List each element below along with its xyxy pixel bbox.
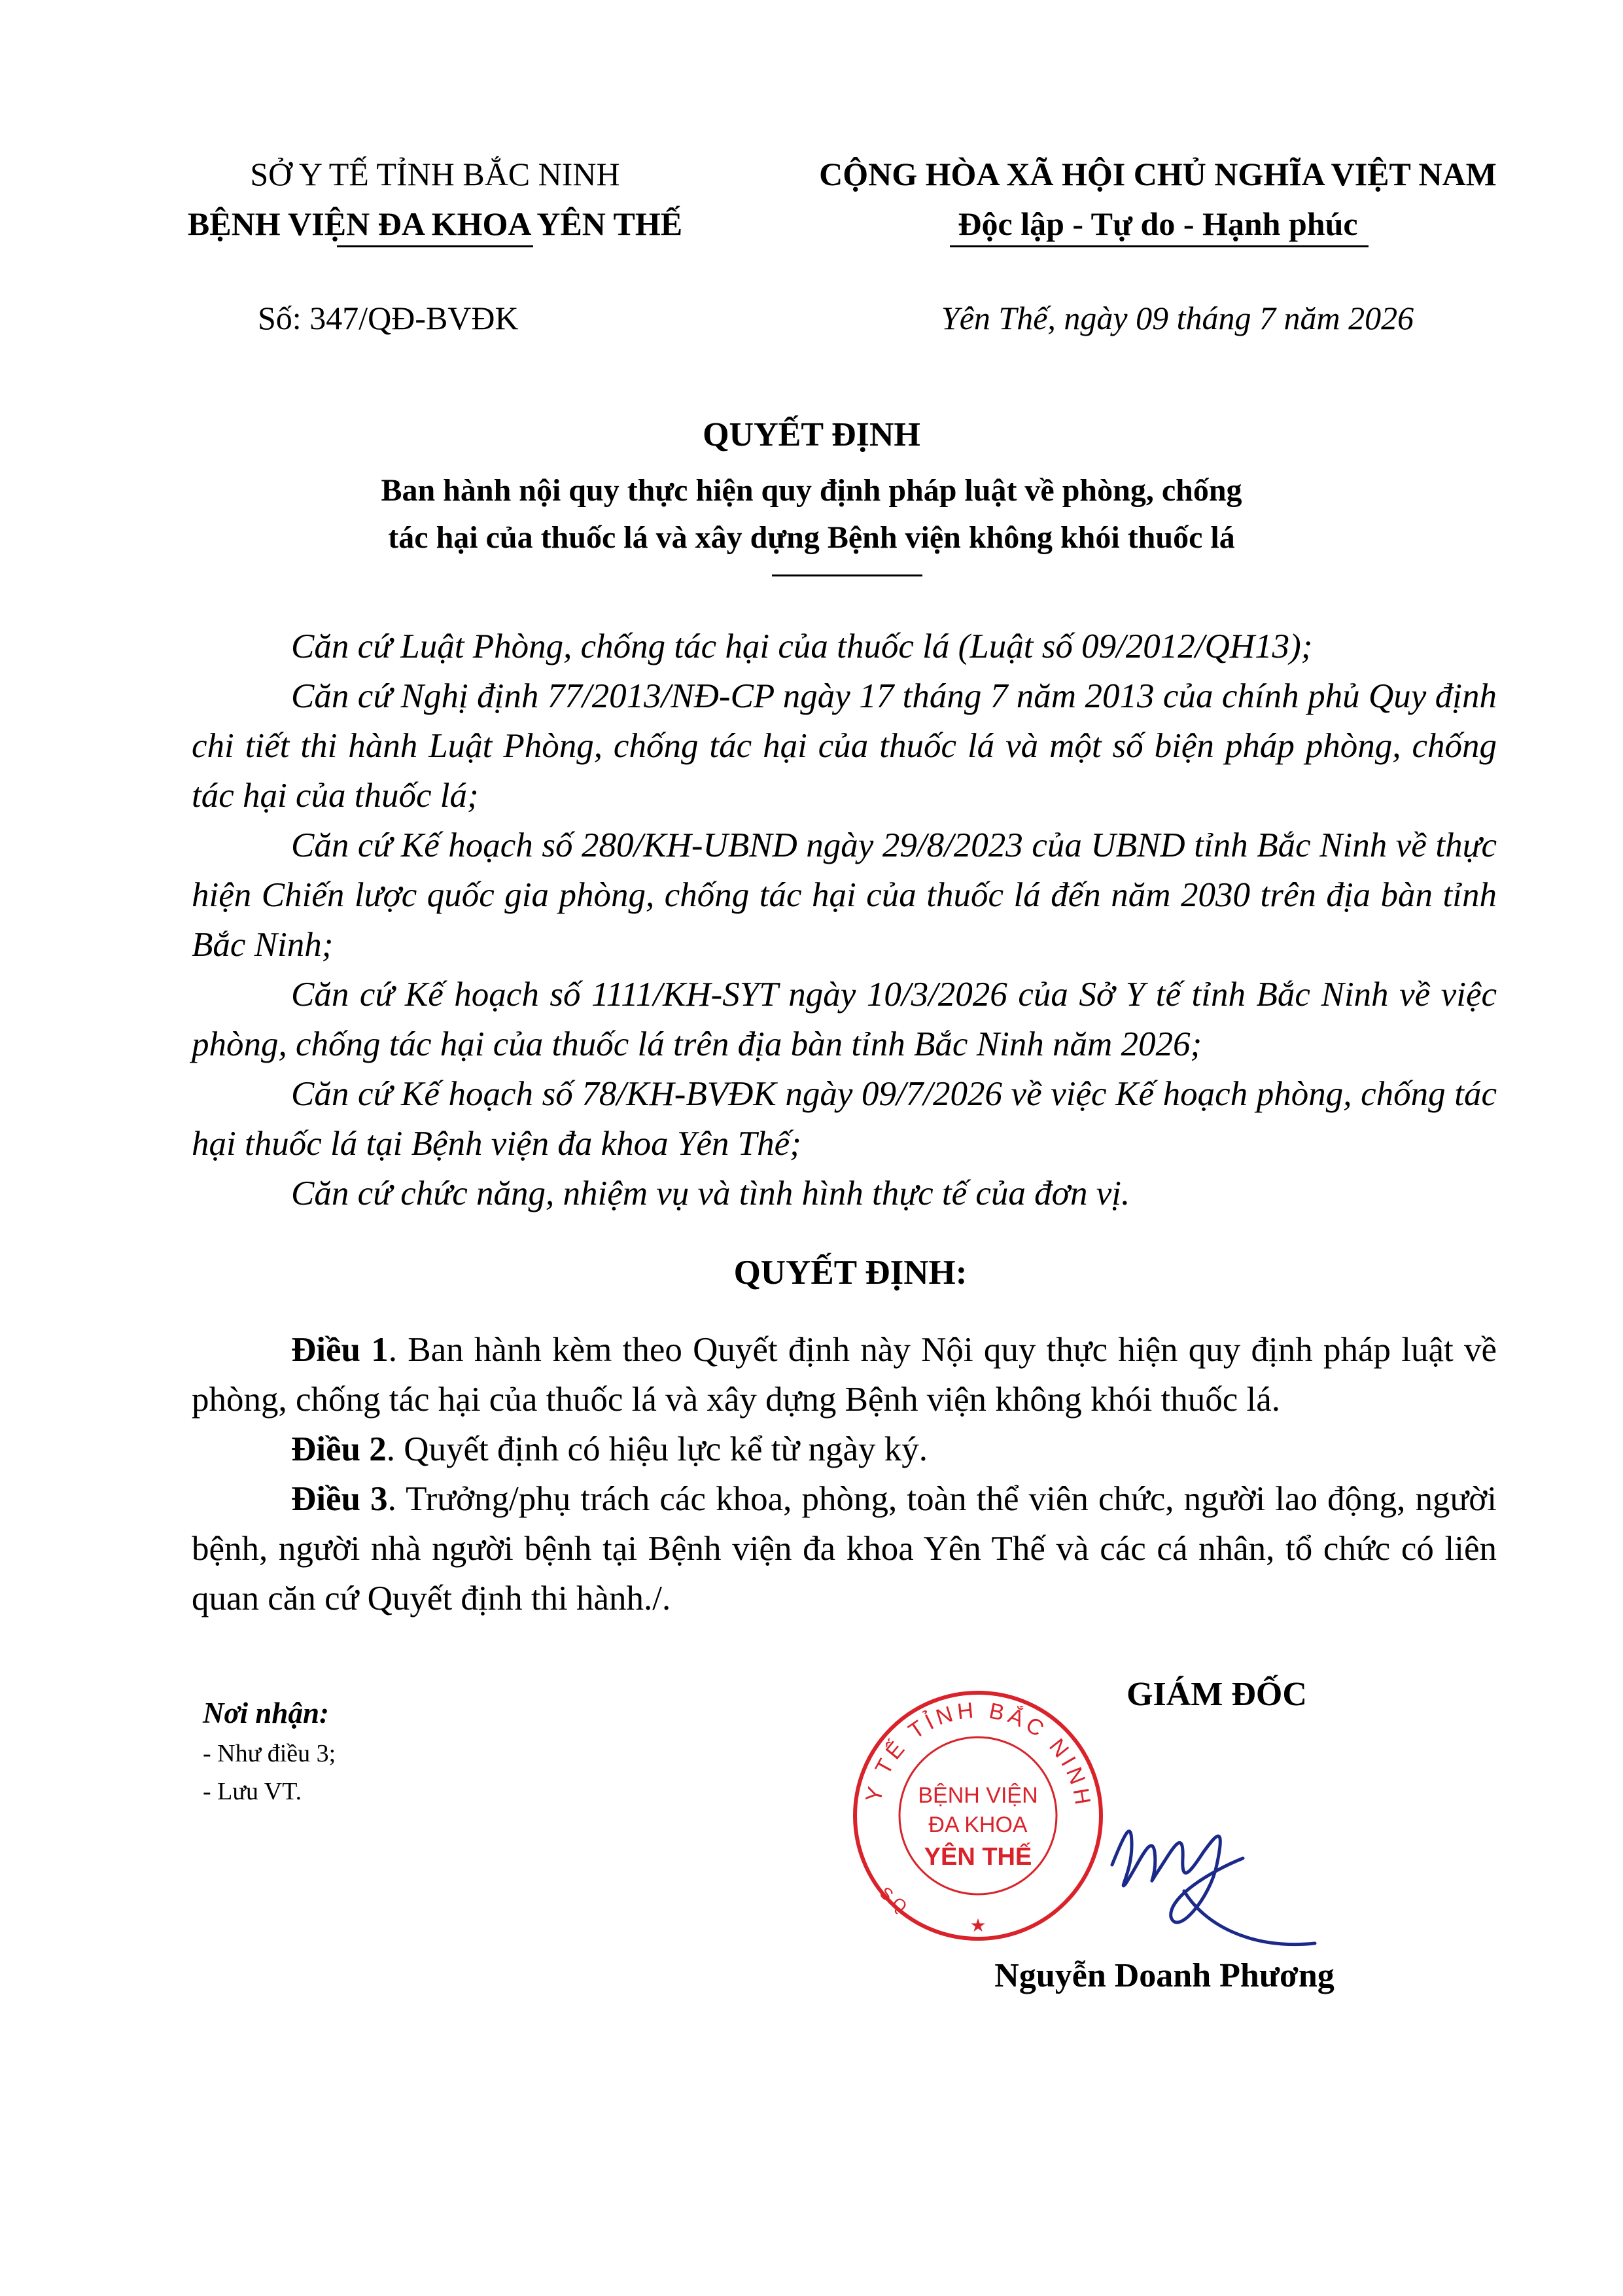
signer-title: GIÁM ĐỐC: [1126, 1676, 1307, 1713]
doc-number: Số: 347/QĐ-BVĐK: [258, 300, 519, 336]
org-name: BỆNH VIỆN ĐA KHOA YÊN THẾ: [187, 205, 683, 242]
title-separator: [772, 574, 922, 576]
signer-name: Nguyễn Doanh Phương: [994, 1957, 1335, 1994]
header-left: [105, 149, 765, 249]
stamp-line-3: YÊN THẾ: [924, 1843, 1032, 1871]
doc-subtitle-2: tác hại của thuốc lá và xây dựng Bệnh viện không khói thuốc lá: [388, 520, 1235, 555]
country-name: CỘNG HÒA XÃ HỘI CHỦ NGHĨA VIỆT NAM: [819, 156, 1497, 192]
preamble-item: Căn cứ Kế hoạch số 78/KH-BVĐK ngày 09/7/2026 về việc Kế hoạch phòng, chống tác hại thuốc lá tại Bệnh viện đa khoa Yên Thế;: [192, 1075, 1497, 1163]
preamble-item: Căn cứ Nghị định 77/2013/NĐ-CP ngày 17 tháng 7 năm 2013 của chính phủ Quy định chi tiết thi hành Luật Phòng, chống tác hại của thuốc lá và một số biện pháp phòng, chống tác hại của thuốc lá;: [192, 677, 1497, 815]
article-text: . Ban hành kèm theo Quyết định này Nội quy thực hiện quy định pháp luật về phòng, chống tác hại của thuốc lá và xây dựng Bệnh viện không khói thuốc lá.: [192, 1331, 1497, 1419]
stamp-ring-text: Y TẾ TỈNH BẮC NINH: [861, 1697, 1096, 1810]
preamble-item: Căn cứ Kế hoạch số 1111/KH-SYT ngày 10/3/2026 của Sở Y tế tỉnh Bắc Ninh về việc phòng, chống tác hại của thuốc lá trên địa bàn tỉnh Bắc Ninh năm 2026;: [192, 976, 1497, 1063]
header-right: [752, 149, 1563, 249]
stamp-seal: [850, 1688, 1106, 1943]
recipients-title: Nơi nhận:: [203, 1697, 329, 1729]
article-3: [192, 1474, 1497, 1623]
preamble-item: Căn cứ Kế hoạch số 280/KH-UBND ngày 29/8/2023 của UBND tỉnh Bắc Ninh về thực hiện Chiến lược quốc gia phòng, chống tác hại của thuốc lá đến năm 2030 trên địa bàn tỉnh Bắc Ninh;: [192, 826, 1497, 964]
motto-underline: [950, 245, 1369, 247]
article-label: Điều 3: [291, 1480, 388, 1518]
decision-heading: QUYẾT ĐỊNH:: [733, 1254, 968, 1292]
handwritten-signature: [1106, 1793, 1367, 1963]
recipient-item: - Lưu VT.: [203, 1778, 302, 1805]
stamp-line-2: ĐA KHOA: [928, 1812, 1028, 1837]
org-underline: [337, 245, 533, 247]
article-label: Điều 1: [291, 1331, 389, 1369]
preamble-item: Căn cứ Luật Phòng, chống tác hại của thuốc lá (Luật số 09/2012/QH13);: [291, 627, 1313, 665]
place-date: Yên Thế, ngày 09 tháng 7 năm 2026: [941, 300, 1414, 336]
article-text: . Trưởng/phụ trách các khoa, phòng, toàn thể viên chức, người lao động, người bệnh, người nhà người bệnh tại Bệnh viện đa khoa Yên Thế và các cá nhân, tổ chức có liên quan căn cứ Quyết định thi hành./.: [192, 1480, 1497, 1617]
motto: Độc lập - Tự do - Hạnh phúc: [958, 205, 1358, 242]
stamp-star-icon: ★: [969, 1916, 986, 1936]
articles: [192, 1325, 1497, 1623]
preamble: [192, 622, 1497, 1218]
article-1: [192, 1325, 1497, 1424]
doc-title: QUYẾT ĐỊNH: [703, 416, 920, 453]
recipient-item: - Như điều 3;: [203, 1740, 336, 1767]
article-label: Điều 2: [291, 1430, 387, 1468]
stamp-line-1: BỆNH VIỆN: [918, 1783, 1038, 1808]
stamp-code: S.Q: [875, 1882, 911, 1916]
preamble-item: Căn cứ chức năng, nhiệm vụ và tình hình thực tế của đơn vị.: [291, 1174, 1130, 1212]
article-text: . Quyết định có hiệu lực kể từ ngày ký.: [386, 1430, 928, 1468]
recipients: [203, 1691, 595, 1810]
doc-subtitle-1: Ban hành nội quy thực hiện quy định pháp luật về phòng, chống: [381, 473, 1242, 508]
article-2: [192, 1424, 1497, 1474]
org-parent: SỞ Y TẾ TỈNH BẮC NINH: [250, 156, 620, 192]
